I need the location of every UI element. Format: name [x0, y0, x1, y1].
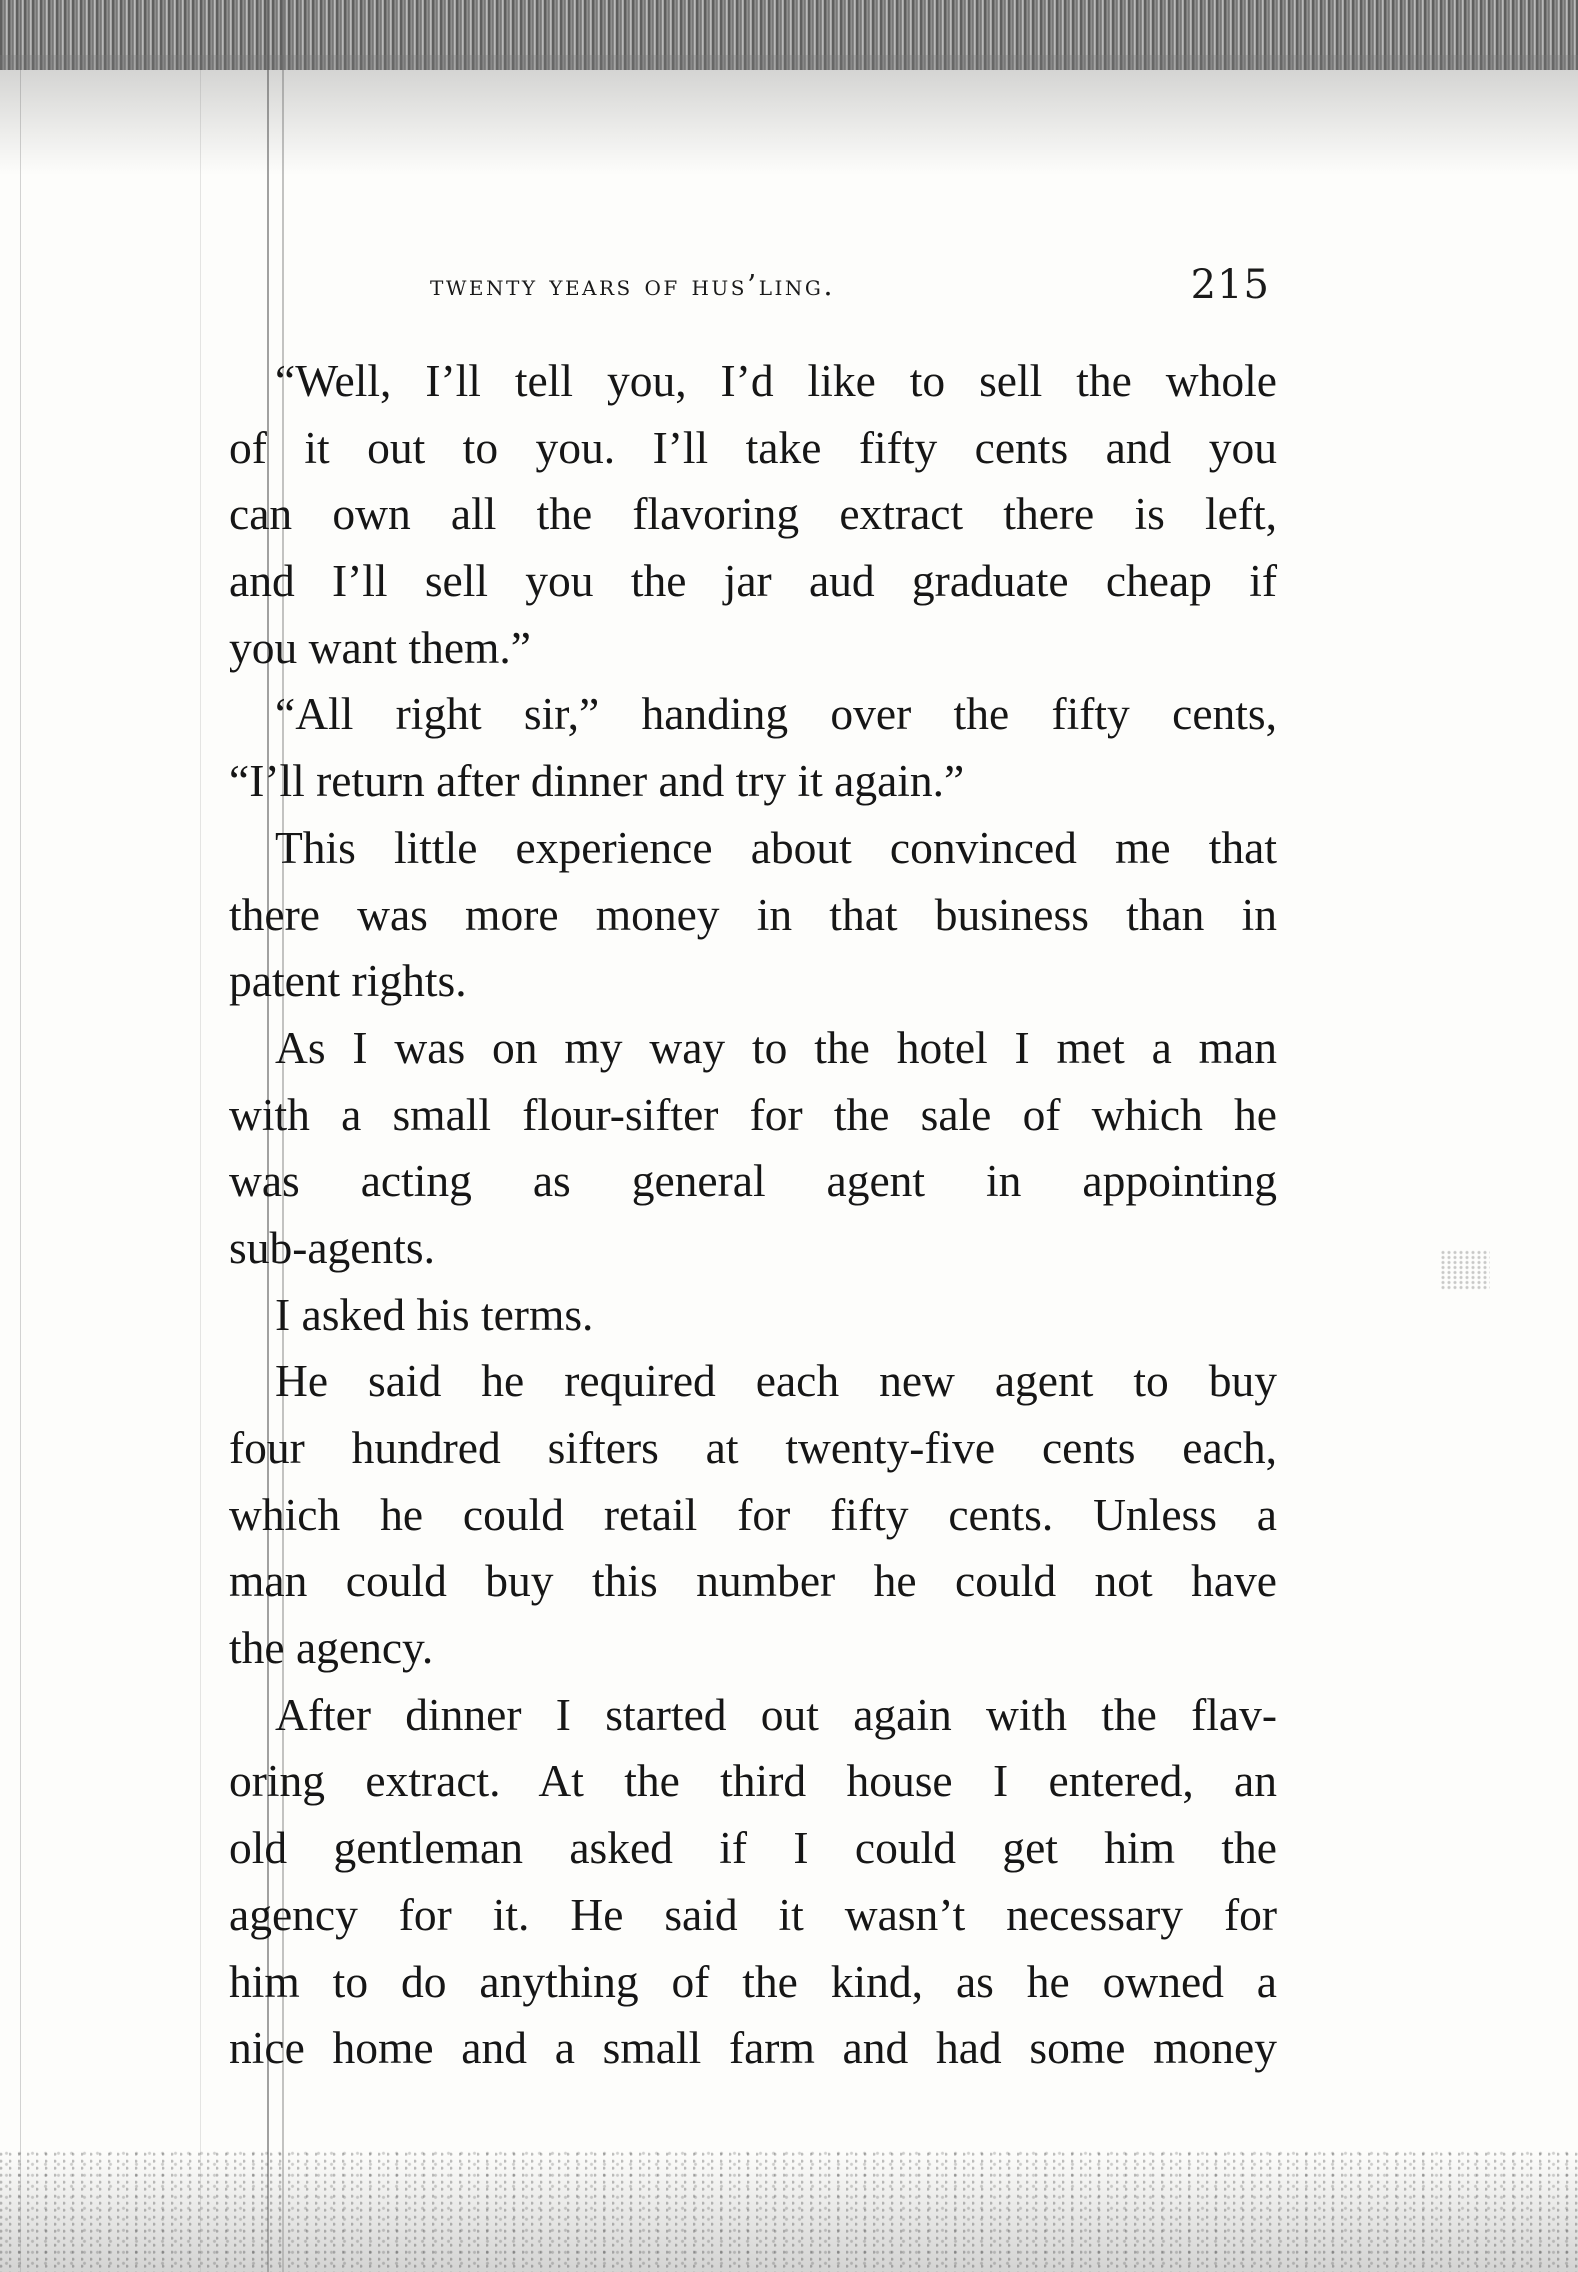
text-line: and I’ll sell you the jar aud graduate cheap if: [229, 555, 1277, 607]
running-head-title: twenty years of hus’ling.: [430, 268, 836, 302]
text-line: you want them.”: [229, 621, 531, 673]
text-line: him to do anything of the kind, as he owned a: [229, 1955, 1277, 2007]
text-line: the agency.: [229, 1622, 434, 1674]
text-line: patent rights.: [229, 955, 467, 1007]
text-line: oring extract. At the third house I entered, an: [229, 1755, 1277, 1807]
text-line: man could buy this number he could not have: [229, 1555, 1277, 1607]
text-line: which he could retail for fifty cents. Unless a: [229, 1488, 1277, 1540]
page-number: 215: [1190, 262, 1270, 308]
text-line: He said he required each new agent to buy: [275, 1355, 1277, 1407]
running-head: [430, 262, 1270, 312]
text-line: four hundred sifters at twenty-five cents each,: [229, 1422, 1277, 1473]
scan-edge-line: [20, 0, 21, 2272]
text-line: old gentleman asked if I could get him the: [229, 1822, 1277, 1874]
scan-speckle: [1440, 1250, 1490, 1290]
text-line: “I’ll return after dinner and try it again.”: [229, 755, 965, 807]
text-line: with a small flour-sifter for the sale of which he: [229, 1088, 1277, 1140]
text-line: “Well, I’ll tell you, I’d like to sell the whole: [275, 355, 1277, 406]
text-line: After dinner I started out again with the flav-: [275, 1688, 1277, 1740]
text-line: can own all the flavoring extract there is left,: [229, 488, 1277, 540]
text-line: nice home and a small farm and had some money: [229, 2022, 1277, 2074]
text-line: As I was on my way to the hotel I met a man: [275, 1021, 1277, 1073]
text-line: there was more money in that business than in: [229, 888, 1277, 940]
text-line: agency for it. He said it wasn’t necessary for: [229, 1888, 1277, 1940]
text-line: “All right sir,” handing over the fifty cents,: [275, 688, 1277, 740]
text-line: This little experience about convinced me that: [275, 821, 1277, 873]
body-text: [229, 348, 1277, 2082]
text-line: sub-agents.: [229, 1221, 435, 1273]
text-line: was acting as general agent in appointing: [229, 1155, 1277, 1207]
scan-top-shadow: [0, 55, 1578, 175]
text-line: I asked his terms.: [275, 1288, 594, 1340]
scan-edge-line-inner: [200, 0, 201, 2272]
scan-bottom-edge: [0, 2150, 1578, 2272]
text-line: of it out to you. I’ll take fifty cents and you: [229, 421, 1277, 473]
